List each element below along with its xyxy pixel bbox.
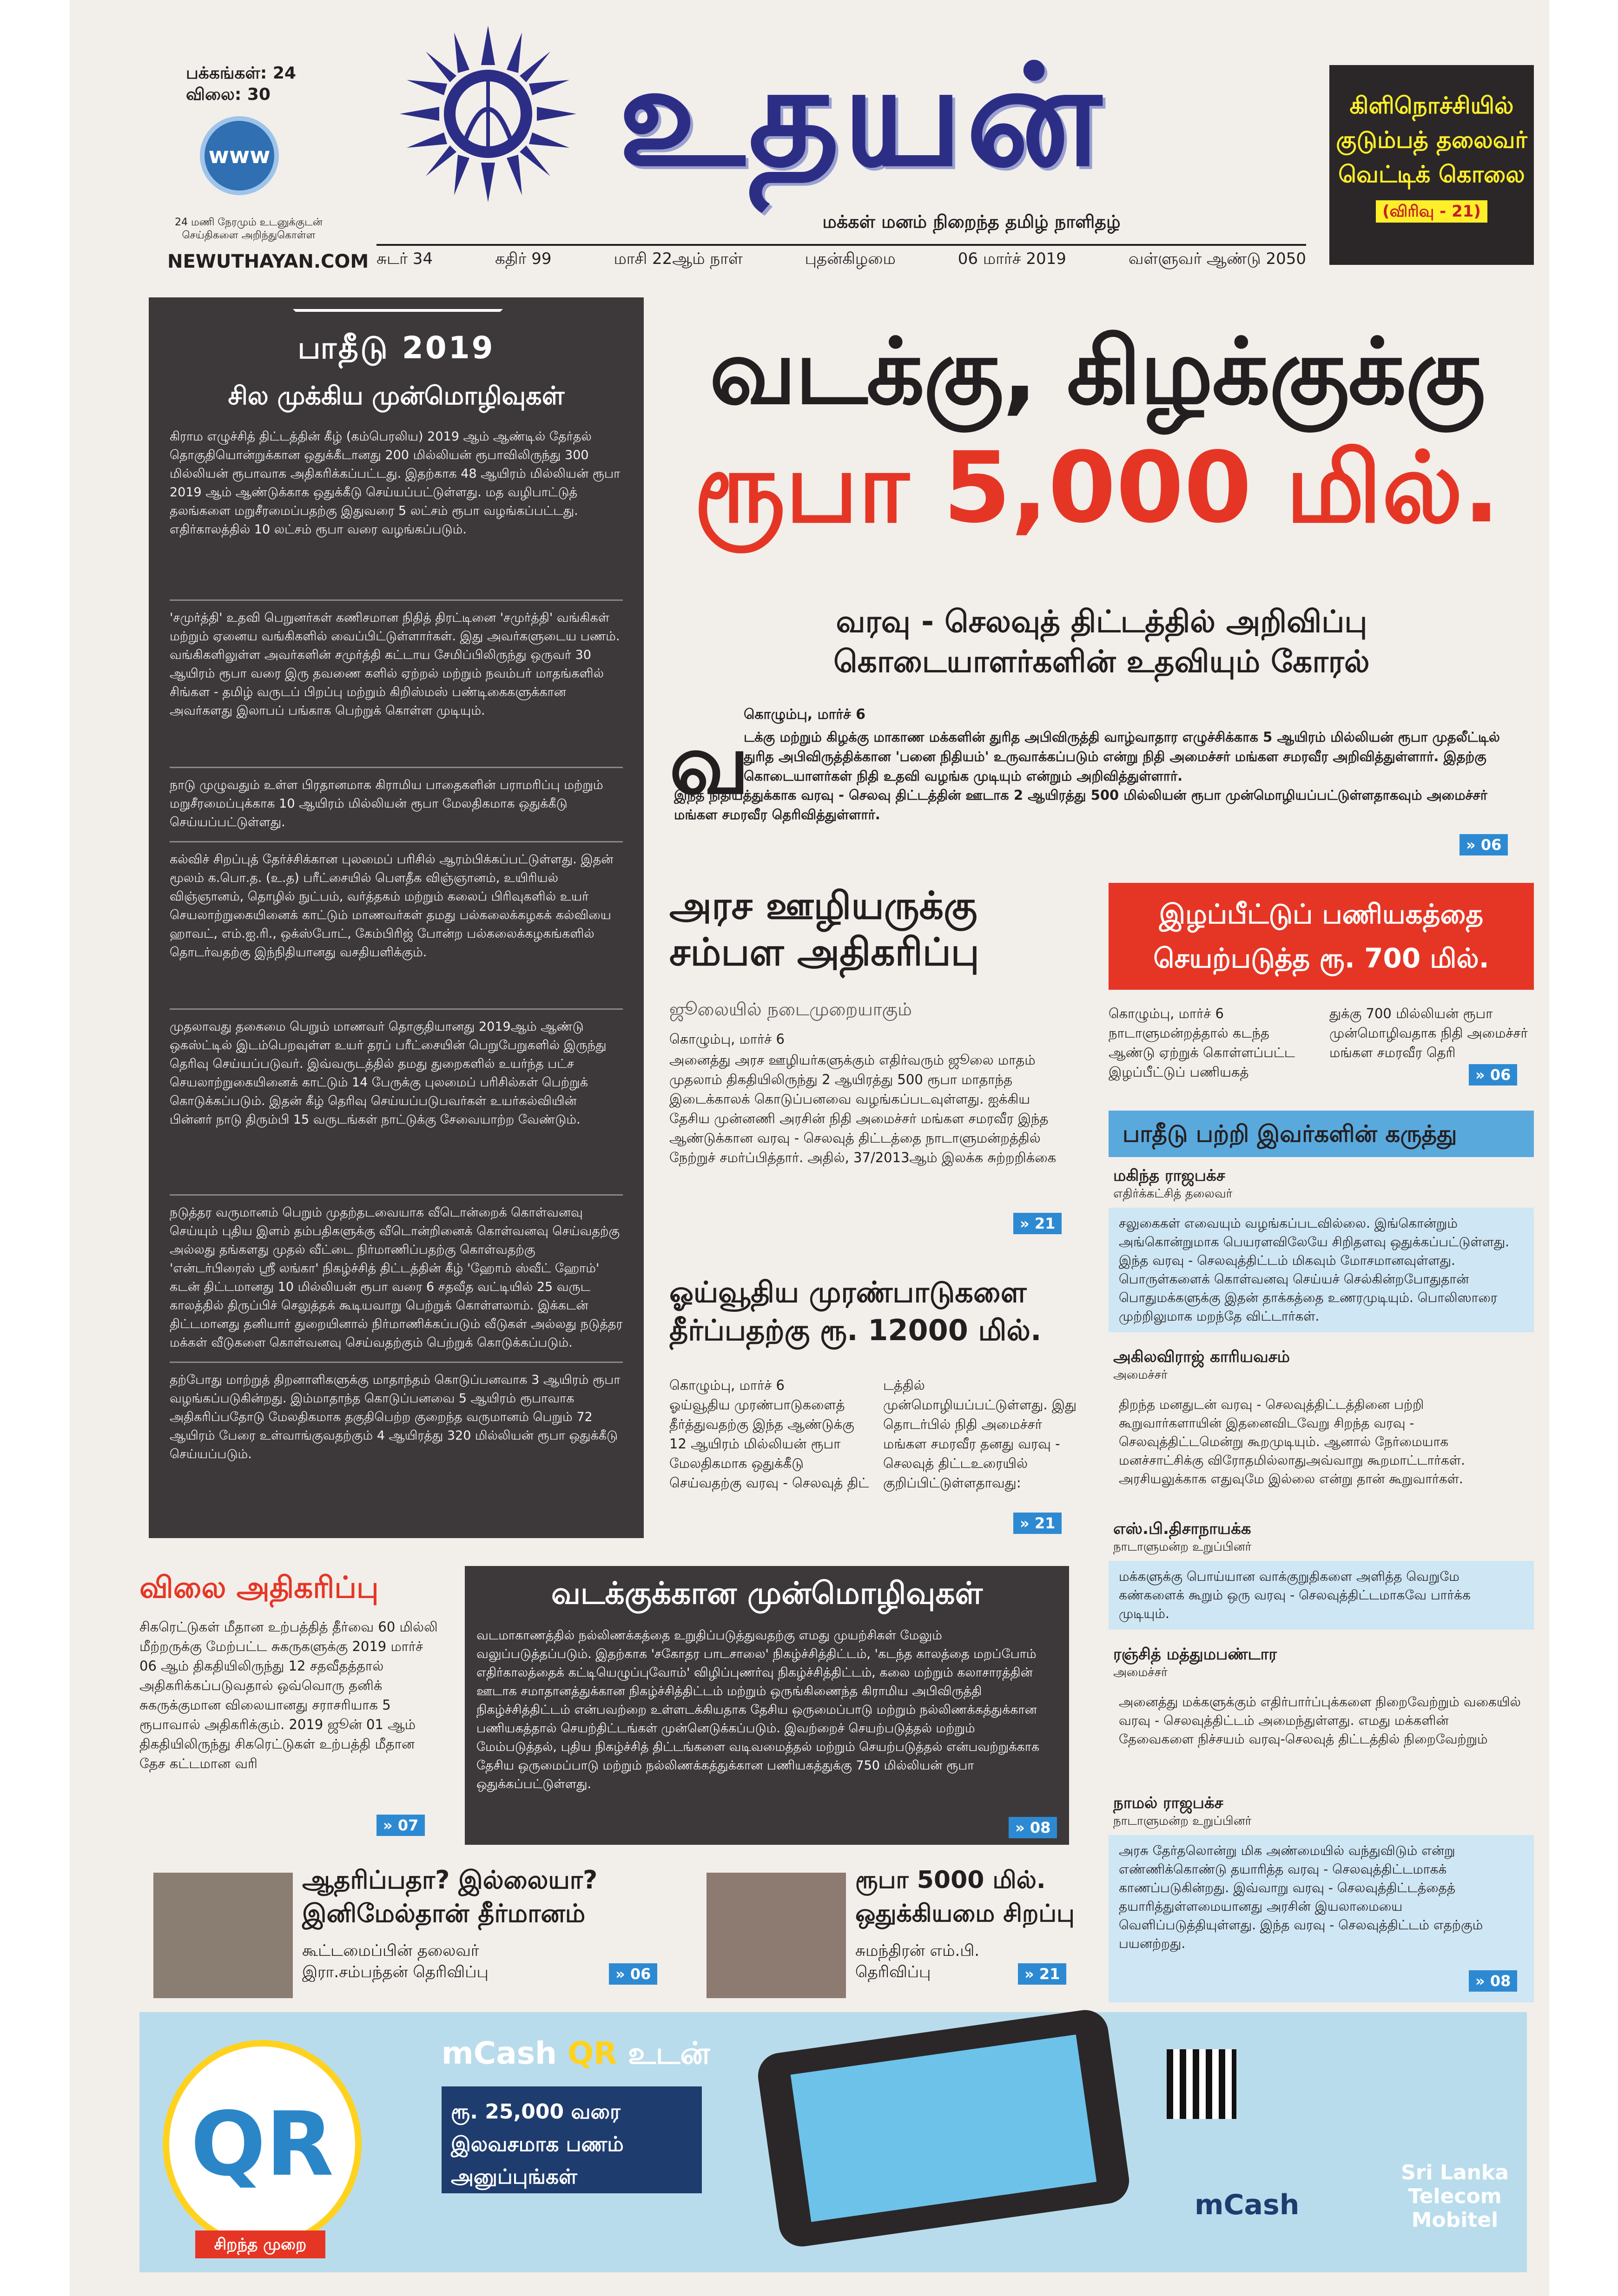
budget-paragraph: நாடு முழுவதும் உள்ள பிரதானமாக கிராமிய பாதைகளின் பராமரிப்பு மற்றும் மறுசீரமைப்புக்காக 10 ஆயிரம் மில்லியன் ரூபா மேலதிகமாக ஒதுக்கீடு செய்யப்பட்டுள்ளது. bbox=[170, 778, 603, 829]
opinion-quote: மக்களுக்கு பொய்யான வாக்குறுதிகளை அளித்த வெறுமே கண்களைக் கூறும் ஒரு வரவு - செலவுத்திட்டமாகவே பார்க்க முடியும். bbox=[1109, 1561, 1534, 1630]
opinion-block bbox=[1109, 1645, 1534, 1755]
north-text: வடமாகாணத்தில் நல்லிணக்கத்தை உறுதிப்படுத்துவதற்கு எமது முயற்சிகள் மேலும் வலுப்படுத்தப்படும். இதற்காக 'சகோதர பாடசாலை' நிகழ்ச்சித்திட்டம், 'கடந்த காலத்தை மறப்போம் எதிர்காலத்தைக் கட்டியெழுப்புவோம்' விழிப்புணர்வு நிகழ்ச்சித்திட்டம், கலை மற்றும் கலாசாரத்தின் ஊடாக சமாதானத்துக்கான நிகழ்ச்சித்திட்டம் மற்றும் ஒருங்கிணைந்த கிராமிய அபிவிருத்தி நிகழ்ச்சித்திட்டம் என்பவற்றை உள்ளடக்கியதாக தேசிய ஒருமைப்பாடு மற்றும் நல்லிணக்கத்துக்கான பணியகத்தால் செயற்திட்டங்கள் முன்னெடுக்கப்படும். இவற்றைச் செயற்படுத்தல் மற்றும் மேம்படுத்தல், புதிய நிகழ்ச்சித் திட்டங்களை வடிவமைத்தல் மற்றும் செயற்படுத்தல் என்பவற்றுக்காக தேசிய ஒருமைப்பாடு மற்றும் நல்லிணக்கத்துக்கான பணியகத்துக்கு 750 மில்லியன் ரூபா ஒதுக்கப்பட்டுள்ளது. bbox=[476, 1628, 1040, 1791]
date-bar bbox=[376, 244, 1306, 274]
compensation-headline[interactable] bbox=[1109, 883, 1534, 990]
site-note: 24 மணி நேரமும் உடனுக்குடன் செய்திகளை அறிந்துகொள்ள bbox=[175, 217, 323, 241]
ad-offer-line: இலவசமாக பணம் bbox=[451, 2132, 624, 2156]
opinion-name: எஸ்.பி.திசாநாயக்க bbox=[1113, 1520, 1251, 1538]
lead-dateline: கொழும்பு, மார்ச் 6 bbox=[744, 706, 865, 723]
lead-drop-cap: வ bbox=[669, 716, 750, 813]
compensation-text-1: கொழும்பு, மார்ச் 6 நாடாளுமன்றத்தால் கடந்த ஆண்டு ஏற்றுக் கொள்ளப்பட்ட இழப்பீட்டுப் பணியகத் bbox=[1109, 1006, 1295, 1080]
north-page-ref[interactable]: » 08 bbox=[1009, 1817, 1057, 1838]
opinion-name: ரஞ்சித் மத்துமபண்டார bbox=[1113, 1645, 1277, 1664]
price-hike-text: சிகரெட்டுகள் மீதான உற்பத்தித் தீர்வை 60 மில்லி மீற்றருக்கு மேற்பட்ட சுகருகளுக்கு 2019 மார்ச் 06 ஆம் திகதியிலிருந்து 12 சதவீதத்தால் அதிகரிக்கப்படுவதால் ஒவ்வொரு தனிக் சுகருக்குமான விலையானது சராசரியாக 5 ரூபாவால் அதிகரிக்கும். 2019 ஜூன் 01 ஆம் திகதியிலிருந்து சிகரெட்டுகள் உற்பத்தி மீதான தேச கட்டமான வரி bbox=[139, 1619, 438, 1771]
ad-title-end: உடன் bbox=[617, 2035, 710, 2071]
opinion-role: நாடாளுமன்ற உறுப்பினர் bbox=[1113, 1814, 1252, 1828]
ad-tag: சிறந்த முறை bbox=[195, 2230, 325, 2258]
divider bbox=[170, 1362, 623, 1363]
bottom-story-1-headline[interactable] bbox=[302, 1863, 683, 1930]
bottom-story-2-headline-line: ஒதுக்கியமை சிறப்பு bbox=[855, 1900, 1075, 1928]
pension-headline-line: ஓய்வூதிய முரண்பாடுகளை bbox=[669, 1275, 1027, 1309]
divider bbox=[170, 1194, 623, 1196]
site-url[interactable]: NEWUTHAYAN.COM bbox=[167, 251, 369, 272]
budget-paragraph: 'சமுர்த்தி' உதவி பெறுனர்கள் கணிசமான நிதித் திரட்டினை 'சமுர்த்தி' வங்கிகள் மற்றும் ஏனைய வங்கிகளில் வைப்பிட்டுள்ளார்கள். இது அவர்களுடைய பணம். வங்கிகளிலுள்ள அவர்களின் சமுர்த்தி கட்டாய சேமிப்பிலிருந்து ஒருவர் 30 ஆயிரம் ரூபா வரை இரு தவணை களில் ஏற்றல் மற்றும் நவம்பர் மாதங்களில் சிங்கள - தமிழ் வருடப் பிறப்பு மற்றும் கிறிஸ்மஸ் பண்டிகைகளுக்கான அவர்களது இலாபப் பங்காக பெற்றுக் கொள்ள முடியும். bbox=[170, 611, 620, 718]
divider bbox=[170, 841, 623, 842]
salary-headline[interactable] bbox=[669, 883, 1088, 976]
bottom-story-1-headline-line: ஆதரிப்பதா? இல்லையா? bbox=[302, 1865, 598, 1895]
lead-subhead: கொடையாளர்களின் உதவியும் கோரல் bbox=[833, 644, 1370, 679]
divider bbox=[170, 599, 623, 601]
teaser-line: கிளிநொச்சியில் bbox=[1349, 92, 1514, 119]
price-label: விலை: 30 bbox=[186, 85, 271, 104]
budget-paragraph: நடுத்தர வருமானம் பெறும் முதற்தடவையாக வீடொன்றைக் கொள்வனவு செய்யும் புதிய இளம் தம்பதிகளுக்கு வீடொன்றினைக் கொள்வனவு செய்வதற்கு அல்லது தங்களது முதல் வீட்டை நிர்மாணிப்பதற்கு கொள்வதற்கு 'என்டர்பிரைஸ் ஸ்ரீ லங்கா' நிகழ்ச்சித் திட்டத்தின் கீழ் 'ஹோம் ஸ்வீட் ஹோம்' கடன் திட்டமானது 10 மில்லியன் ரூபா வரை 6 சதவீத வட்டியில் 25 வருட காலத்தில் திருப்பிச் செலுத்தக் கூடியவாறு பெற்றுக் கொள்ளலாம். இக்கடன் திட்டமானது தனியார் துறையினால் நிர்மாணிக்கப்படும் வீடுகள் அல்லது நடுத்தர மக்கள் வீடுகளை கொள்வனவு செய்வதற்கும் பெற்றுக் கொடுக்கப்படும். bbox=[170, 1205, 623, 1350]
bottom-story-2-headline-line: ரூபா 5000 மில். bbox=[855, 1866, 1046, 1894]
mcash-advertisement[interactable] bbox=[139, 2012, 1527, 2272]
lead-subhead: வரவு - செலவுத் திட்டத்தில் அறிவிப்பு bbox=[836, 604, 1367, 639]
budget-subtitle: சில முக்கிய முன்மொழிவுகள் bbox=[228, 381, 565, 410]
price-hike-headline[interactable]: விலை அதிகரிப்பு bbox=[139, 1571, 379, 1605]
lead-headline-2[interactable]: ரூபா 5,000 மில். bbox=[693, 431, 1500, 545]
date-bar-item: சுடர் 34 bbox=[376, 250, 433, 268]
lead-text: டக்கு மற்றும் கிழக்கு மாகாண மக்களின் துரித அபிவிருத்தி வாழ்வாதார எழுச்சிக்காக 5 ஆயிரம் மில்லியன் ரூபா முதலீட்டில் துரித அபிவிருத்திக்கான 'பனை நிதியம்' உருவாக்கப்படும் என்று நிதி அமைச்சர் மங்கள சமரவீர அறிவித்துள்ளார். இதற்கு கொடையாளர்கள் நிதி உதவி வழங்க முடியும் என்றும் அறிவித்துள்ளார். bbox=[744, 729, 1500, 784]
opinion-block bbox=[1109, 1166, 1534, 1332]
compensation-text-2: துக்கு 700 மில்லியன் ரூபா முன்மொழிவதாக நிதி அமைச்சர் மங்கள சமரவீர தெரி bbox=[1329, 1006, 1528, 1060]
bottom-story-2-headline[interactable] bbox=[855, 1863, 1097, 1930]
bottom-story-1-page-ref[interactable]: » 06 bbox=[609, 1963, 657, 1985]
north-proposals-box bbox=[465, 1566, 1069, 1845]
issue-info bbox=[186, 63, 296, 105]
budget-paragraph: தற்போது மாற்றுத் திறனாளிகளுக்கு மாதாந்தம் கொடுப்பனவாக 3 ஆயிரம் ரூபா வழங்கப்படுகின்றது. இம்மாதாந்த கொடுப்பனவை 5 ஆயிரம் ரூபாவாக அதிகரிப்பதோடு மேலதிகமாக தகுதிபெற்ற குறைந்த வருமானம் பெறும் 72 ஆயிரம் பேரை உள்வாங்குவதற்கும் 4 ஆயிரத்து 320 மில்லியன் ரூபா ஒதுக்கீடு செய்யப்படும். bbox=[170, 1373, 621, 1461]
opinion-name: மகிந்த ராஜபக்ச bbox=[1113, 1166, 1225, 1185]
salary-dateline: கொழும்பு, மார்ச் 6 bbox=[669, 1031, 785, 1047]
sampanthan-photo bbox=[153, 1873, 293, 1998]
telecom-logo: Sri Lanka Telecom Mobitel bbox=[1401, 2161, 1509, 2232]
opinion-role: அமைச்சர் bbox=[1113, 1368, 1168, 1382]
teaser-box[interactable] bbox=[1329, 65, 1534, 265]
opinions-title: பாதீடு பற்றி இவர்களின் கருத்து bbox=[1109, 1111, 1534, 1157]
opinion-name: அகிலவிராஜ் காரியவசம் bbox=[1113, 1348, 1290, 1366]
budget-paragraph: கல்விச் சிறப்புத் தேர்ச்சிக்கான புலமைப் பரிசில் ஆரம்பிக்கப்பட்டுள்ளது. இதன் மூலம் க.பொ.த. (உ.த) பரீட்சையில் பௌதீக விஞ்ஞானம், உயிரியல் விஞ்ஞானம், தொழில் நுட்பம், வர்த்தகம் மற்றும் கலைப் பிரிவுகளில் உயர் செயலாற்றுகையினைக் காட்டும் மாணவர்கள் தமது பல்கலைக்கழகக் கல்வியை ஹாவட், எம்.ஐ.ரி., ஒக்ஸ்போட், கேம்பிரிஜ் போன்ற பல்கலைக்கழகங்களில் தொடர்வதற்கு இந்நிதியானது வசதியளிக்கும். bbox=[170, 852, 614, 960]
divider bbox=[170, 1008, 623, 1010]
qr-logo-icon bbox=[163, 2040, 362, 2248]
teaser-line: வெட்டிக் கொலை bbox=[1338, 161, 1525, 188]
teaser-line: குடும்பத் தலைவர் bbox=[1336, 126, 1527, 153]
budget-paragraph: கிராம எழுச்சித் திட்டத்தின் கீழ் (கம்பெரலிய) 2019 ஆம் ஆண்டில் தேர்தல் தொகுதியொன்றுக்கான ஒதுக்கீடானது 200 மில்லியன் ரூபாவிலிருந்து 300 மில்லியன் ரூபாவாக அதிகரிக்கப்பட்டது. இதற்காக 48 ஆயிரம் மில்லியன் ரூபா 2019 ஆம் ஆண்டுக்காக ஒதுக்கீடு செய்யப்பட்டுள்ளது. மத வழிபாட்டுத் தலங்களை மறுசீரமைப்பதற்கு இதுவரை 5 லட்சம் ரூபா வழங்கப்பட்டது. எதிர்காலத்தில் 10 லட்சம் ரூபா வரை வழங்கப்படும். bbox=[170, 429, 621, 537]
bottom-story-2-line: தெரிவிப்பு bbox=[855, 1963, 931, 1981]
date-bar-item: வள்ளுவர் ஆண்டு 2050 bbox=[1128, 250, 1306, 268]
ad-offer bbox=[442, 2086, 702, 2193]
compensation-headline-line: செயற்படுத்த ரூ. 700 மில். bbox=[1153, 942, 1489, 974]
sun-logo-icon bbox=[395, 21, 581, 207]
ad-title-accent: QR bbox=[568, 2035, 617, 2071]
lead-headline-1[interactable]: வடக்கு, கிழக்குக்கு bbox=[709, 319, 1485, 424]
date-bar-item: புதன்கிழமை bbox=[805, 250, 896, 268]
ad-title-main: mCash bbox=[442, 2035, 568, 2071]
opinion-role: எதிர்க்கட்சித் தலைவர் bbox=[1113, 1187, 1233, 1201]
lead-text-2: இந்த நிதியத்துக்காக வரவு - செலவு திட்டத்தின் ஊடாக 2 ஆயிரத்து 500 மில்லியன் ரூபா முன்மொழியப்பட்டுள்ளதாகவும் அமைச்சர் மங்கள சமரவீர தெரிவித்துள்ளார். bbox=[674, 787, 1487, 822]
pension-dateline: கொழும்பு, மார்ச் 6 bbox=[669, 1377, 785, 1393]
lead-page-ref[interactable]: » 06 bbox=[1460, 834, 1508, 855]
teaser-page-ref: (விரிவு - 21) bbox=[1376, 200, 1487, 223]
budget-year-title: பாதீடு 2019 bbox=[297, 330, 495, 366]
bottom-story-2-line: சுமந்திரன் எம்.பி. bbox=[855, 1941, 980, 1960]
pension-text-1: ஓய்வூதிய முரண்பாடுகளைத் தீர்த்துவதற்கு இந்த ஆண்டுக்கு 12 ஆயிரம் மில்லியன் ரூபா மேலதிகமாக ஒதுக்கீடு செய்வதற்கு வரவு - செலவுத் திட் bbox=[669, 1397, 869, 1491]
mcash-brand: mCash bbox=[1195, 2189, 1300, 2221]
newspaper-logo: உதயன் bbox=[618, 35, 1105, 197]
salary-headline-line: அரச ஊழியருக்கு bbox=[669, 884, 977, 928]
sumanthiran-photo bbox=[707, 1873, 846, 1998]
price-page-ref[interactable]: » 07 bbox=[376, 1815, 425, 1836]
lead-subheads bbox=[669, 602, 1534, 682]
pension-headline[interactable] bbox=[669, 1273, 1088, 1349]
budget-paragraph: முதலாவது தகைமை பெறும் மாணவர் தொகுதியானது 2019ஆம் ஆண்டு ஒகஸ்ட்டில் இடம்பெறவுள்ள உயர் தரப் பரீட்சையின் பெறுபேறுகளில் இருந்து தெரிவு செய்யப்படுவர். இவ்வருடத்தில் தமது துறைகளில் உயர்ந்த பட்ச செயலாற்றுகையினைக் காட்டும் 14 பேருக்கு புலமைப் பரிசில்கள் பெற்றுக் கொடுக்கப்படும். இதன் கீழ் தெரிவு செய்யப்படுபவர்கள் உயர்கல்வியின் பின்னர் நாடு திரும்பி 15 வருடங்கள் நாட்டுக்கு சேவையாற்ற வேண்டும். bbox=[170, 1020, 607, 1127]
opinions-page-ref[interactable]: » 08 bbox=[1469, 1970, 1517, 1992]
opinion-quote: சலுகைகள் எவையும் வழங்கப்படவில்லை. இங்கொன்றும் அங்கொன்றுமாக பெயரளவிலேயே சிறிதளவு ஒதுக்கப்பட்டுள்ளது. இந்த வரவு - செலவுத்திட்டம் மிகவும் மோசமானவுள்ளது. பொருள்களைக் கொள்வனவு செய்யச் செல்கின்றபோதுதான் பொதுமக்களுக்கு இதன் தாக்கத்தை உணரமுடியும். பொலிஸாரை முற்றிலுமாக மறந்தே விட்டார்கள். bbox=[1109, 1208, 1534, 1332]
date-bar-item: மாசி 22ஆம் நாள் bbox=[614, 250, 743, 268]
pension-page-ref[interactable]: » 21 bbox=[1013, 1513, 1062, 1534]
bottom-story-1-headline-line: இனிமேல்தான் தீர்மானம் bbox=[302, 1899, 586, 1928]
ad-offer-line: அனுப்புங்கள் bbox=[451, 2165, 577, 2189]
salary-page-ref[interactable]: » 21 bbox=[1013, 1213, 1062, 1234]
globe-icon bbox=[200, 116, 279, 195]
tagline: மக்கள் மனம் நிறைந்த தமிழ் நாளிதழ் bbox=[822, 211, 1121, 232]
bottom-story-1-line: கூட்டமைப்பின் தலைவர் bbox=[302, 1941, 479, 1960]
date-bar-item: கதிர் 99 bbox=[495, 250, 552, 268]
compensation-headline-line: இழப்பீட்டுப் பணியகத்தை bbox=[1159, 898, 1484, 930]
qr-logo-text: QR bbox=[191, 2092, 334, 2196]
opinion-quote: அரசு தேர்தலொன்று மிக அண்மையில் வந்துவிடும் என்று எண்ணிக்கொண்டு தயாரித்த வரவு - செலவுத்திட்டமாகக் காணப்படுகின்றது. இவ்வாறு வரவு - செலவுத்திட்டத்தைத் தயாரித்துள்ளமையானது அரசின் இயலாமையை வெளிப்படுத்தியுள்ளது. இந்த வரவு - செலவுத்திட்டம் எதற்கும் பயனற்றது. bbox=[1109, 1835, 1534, 2002]
pension-text-2: டத்தில் முன்மொழியப்பட்டுள்ளது. இது தொடர்பில் நிதி அமைச்சர் மங்கள சமரவீர தனது வரவு - செலவுத் திட்டஉரையில் குறிப்பிட்டுள்ளதாவது: bbox=[883, 1377, 1077, 1491]
qr-code-icon bbox=[1167, 2049, 1236, 2119]
opinion-name: நாமல் ராஜபக்ச bbox=[1113, 1794, 1223, 1812]
salary-subhead: ஜூலையில் நடைமுறையாகும் bbox=[669, 999, 912, 1020]
budget-highlights-box bbox=[149, 297, 644, 1538]
north-headline[interactable]: வடக்குக்கான முன்மொழிவுகள் bbox=[551, 1575, 983, 1611]
ad-title bbox=[442, 2035, 710, 2075]
opinion-quote: அனைத்து மக்களுக்கும் எதிர்பார்ப்புக்களை நிறைவேற்றும் வகையில் வரவு - செலவுத்திட்டம் அமைந்துள்ளது. எமது மக்களின் தேவைகளை நிச்சயம் வரவு-செலவுத் திட்டத்தில் நிறைவேற்றும் bbox=[1119, 1694, 1521, 1747]
salary-headline-line: சம்பள அதிகரிப்பு bbox=[669, 930, 979, 974]
bottom-story-1-line: இரா.சம்பந்தன் தெரிவிப்பு bbox=[302, 1963, 489, 1981]
pages-count: பக்கங்கள்: 24 bbox=[186, 64, 296, 83]
opinion-role: அமைச்சர் bbox=[1113, 1665, 1168, 1679]
opinion-block bbox=[1109, 1348, 1534, 1495]
date-bar-item: 06 மார்ச் 2019 bbox=[958, 250, 1066, 268]
divider bbox=[170, 767, 623, 768]
pension-headline-line: தீர்ப்பதற்கு ரூ. 12000 மில். bbox=[669, 1313, 1042, 1347]
roof-icon bbox=[293, 309, 503, 333]
globe-text: www bbox=[208, 143, 271, 169]
bottom-story-2-page-ref[interactable]: » 21 bbox=[1018, 1963, 1066, 1985]
ad-offer-line: ரூ. 25,000 வரை bbox=[451, 2100, 621, 2124]
salary-text: அனைத்து அரச ஊழியர்களுக்கும் எதிர்வரும் ஜூலை மாதம் முதலாம் திகதியிலிருந்து 2 ஆயிரத்து 500 ரூபா மாதாந்த இடைக்காலக் கொடுப்பனவை வழங்கப்படவுள்ளது. ஐக்கிய தேசிய முன்னணி அரசின் நிதி அமைச்சர் மங்கள சமரவீர இந்த ஆண்டுக்கான வரவு - செலவுத் திட்டத்தை நாடாளுமன்றத்தில் நேற்றுச் சமர்ப்பித்தார். அதில், 37/2013ஆம் இலக்க சுற்றறிக்கை bbox=[669, 1052, 1057, 1165]
opinion-block bbox=[1109, 1520, 1534, 1630]
pension-column-1 bbox=[669, 1375, 869, 1493]
opinion-quote: திறந்த மனதுடன் வரவு - செலவுத்திட்டத்தினை பற்றி கூறுவார்களாயின் இதனைவிடவேறு சிறந்த வரவு - செலவுத்திட்டமென்று கூறமுடியும். ஆனால் நேர்மையாக மனச்சாட்சிக்கு விரோதமில்லாதுஅவ்வாறு கூறமாட்டார்கள். அரசியலுக்காக எதுவுமே இல்லை என்று தான் கூறுவார்கள். bbox=[1119, 1397, 1465, 1487]
opinion-role: நாடாளுமன்ற உறுப்பினர் bbox=[1113, 1540, 1252, 1554]
compensation-page-ref[interactable]: » 06 bbox=[1469, 1064, 1517, 1086]
